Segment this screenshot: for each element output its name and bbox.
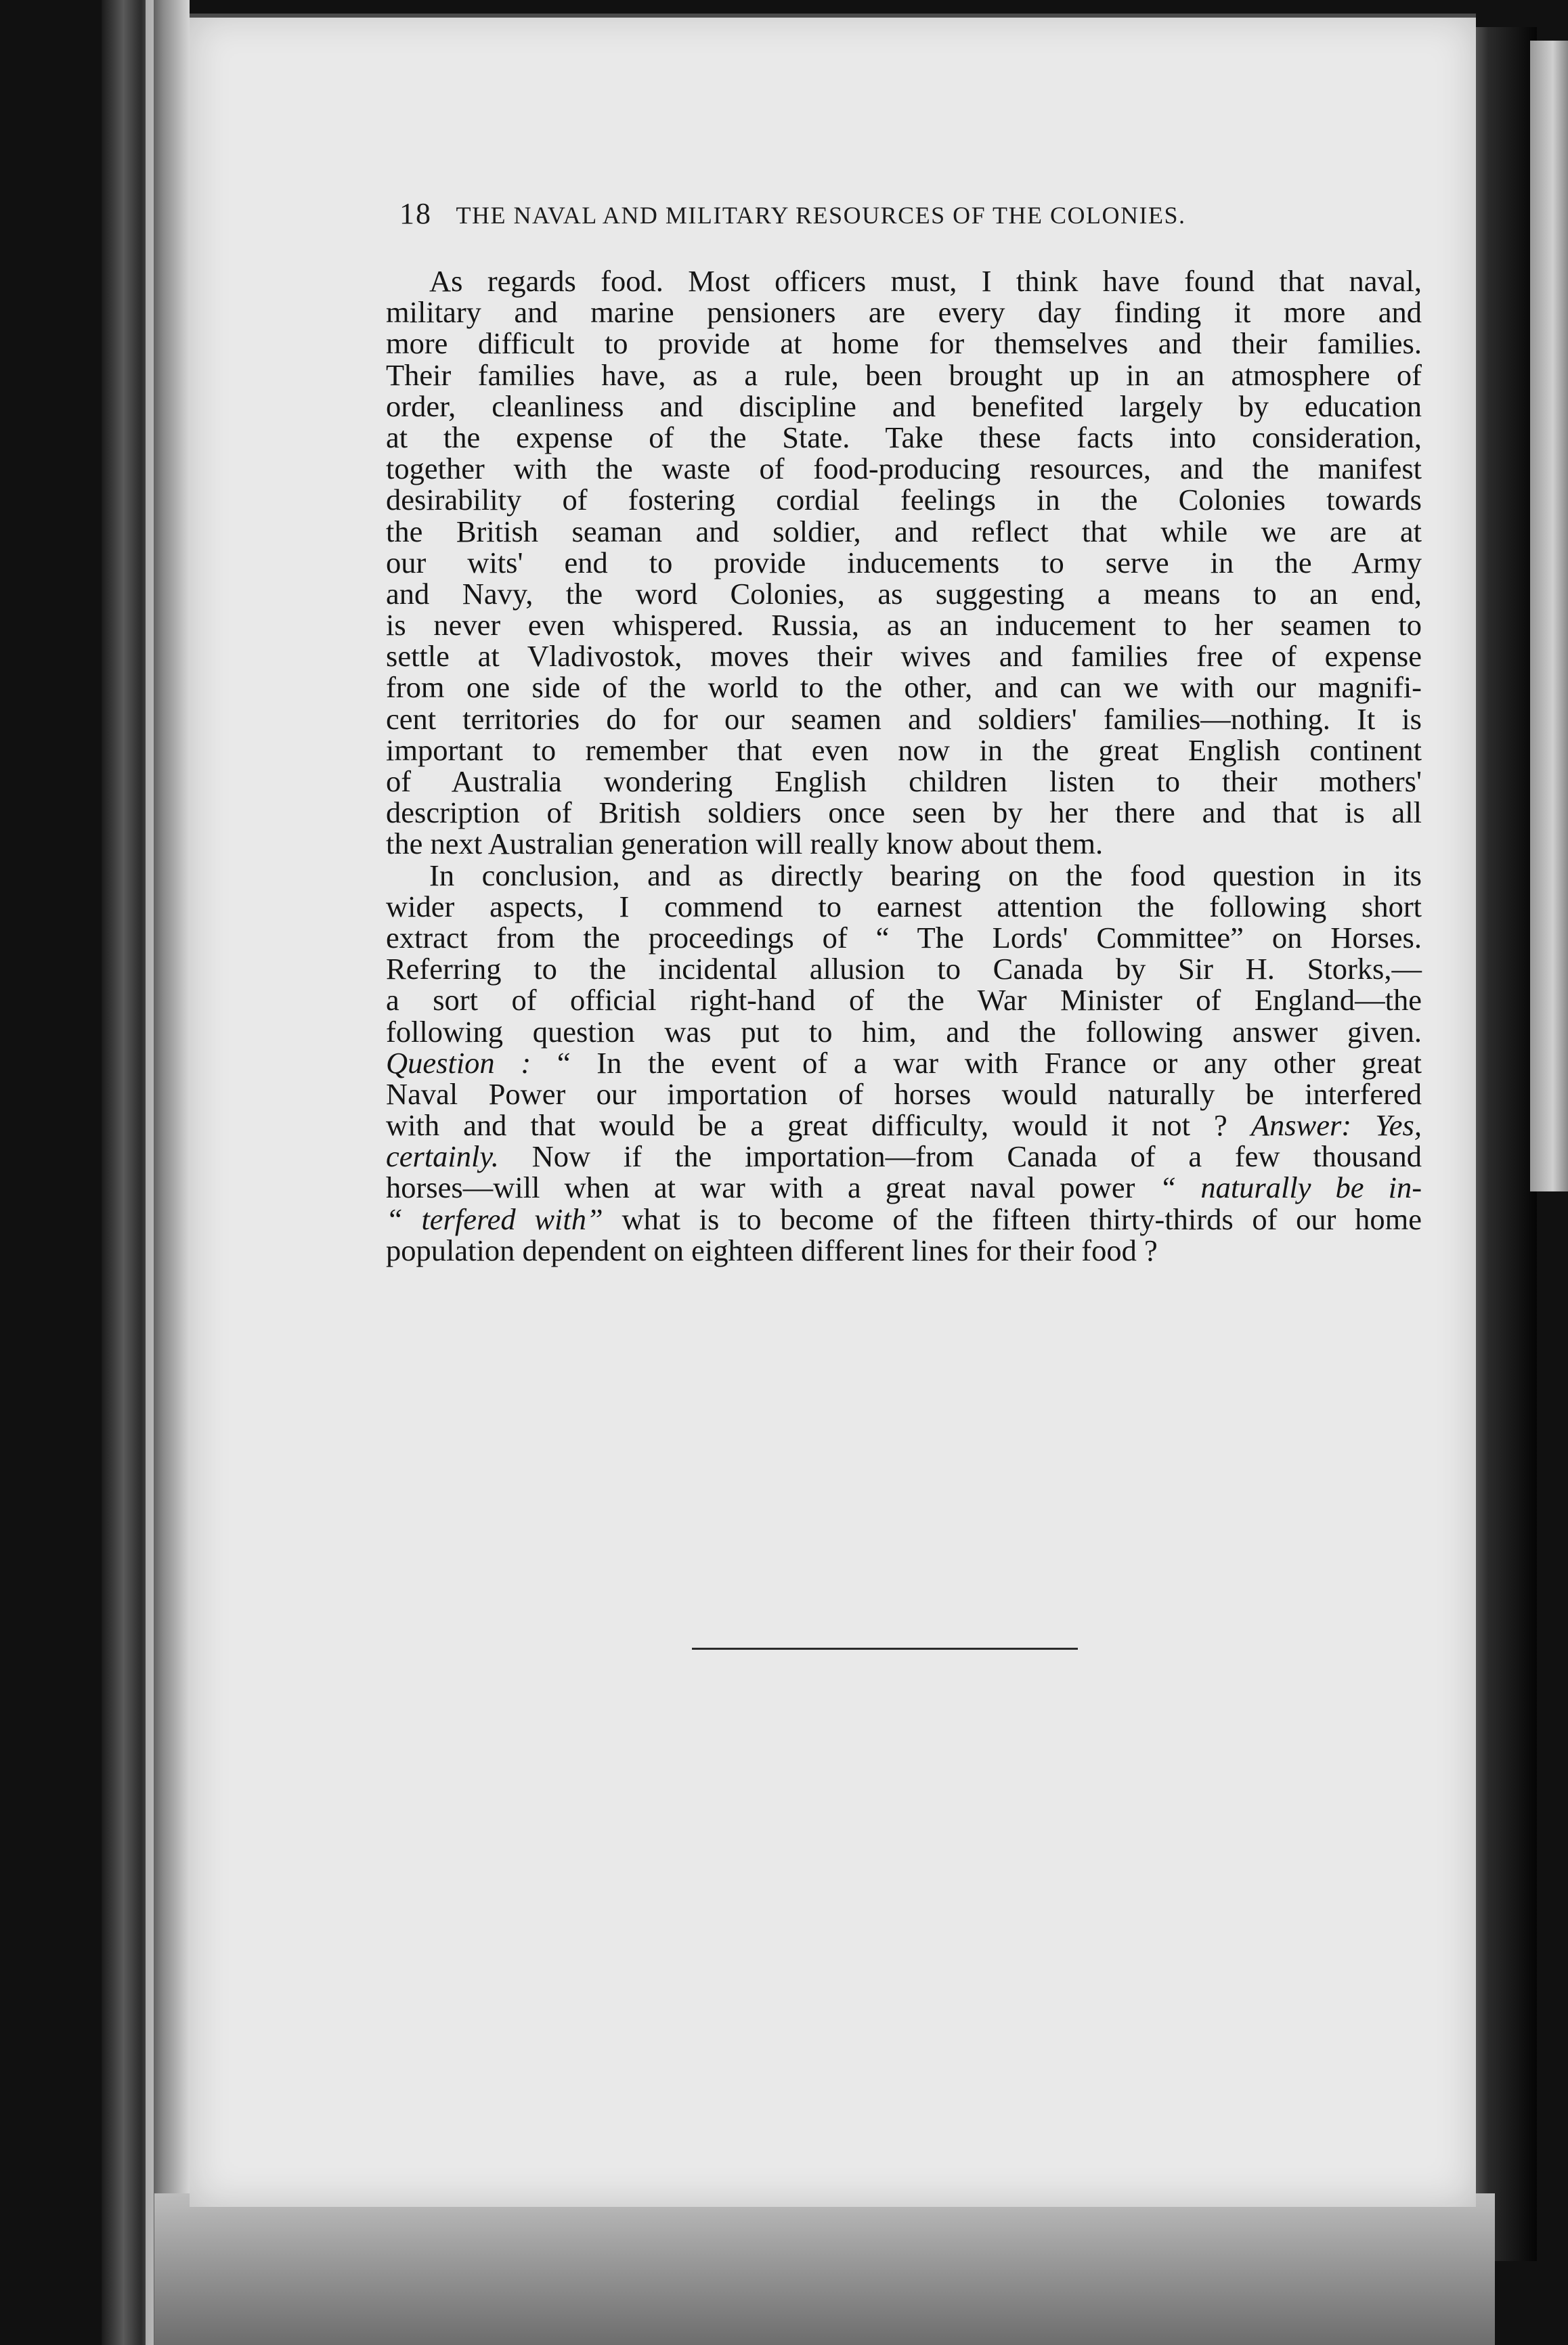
body-text	[386, 265, 1422, 1266]
left-page-edge-highlight	[146, 0, 154, 2345]
text-line	[386, 1110, 1422, 1141]
text-line: together with the waste of food-producing resources, and the manifest	[386, 452, 1422, 486]
running-title: THE NAVAL AND MILITARY RESOURCES OF THE COLONIES.	[456, 202, 1186, 229]
text-line: wider aspects, I commend to earnest attention the following short	[386, 889, 1422, 923]
text-line	[386, 1172, 1422, 1203]
text-line: Their families have, as a rule, been brought up in an atmosphere of	[386, 357, 1422, 392]
page-top-edge	[190, 14, 1476, 18]
italic-quote: “ terfered with”	[386, 1202, 603, 1236]
text-segment: Now if the importation—from Canada of a few thousand	[531, 1139, 1422, 1174]
text-segment: what is to become of the fifteen thirty-thirds of our home	[622, 1202, 1422, 1236]
text-line: a sort of official right-hand of the War Minister of England—the	[386, 983, 1422, 1017]
text-line: cent territories do for our seamen and soldiers' families—nothing. It is	[386, 701, 1422, 736]
text-line: the British seaman and soldier, and reflect that while we are at	[386, 514, 1422, 548]
italic-quote: “ naturally be in-	[1159, 1170, 1422, 1205]
text-line	[386, 1141, 1422, 1172]
text-line	[386, 1204, 1422, 1235]
text-line: settle at Vladivostok, moves their wives and families free of expense	[386, 639, 1422, 674]
text-line: Naval Power our importation of horses would naturally be interfered	[386, 1076, 1422, 1111]
answer-label: Answer: Yes,	[1250, 1108, 1422, 1143]
text-line: description of British soldiers once seen by her there and that is all	[386, 795, 1422, 830]
page-number: 18	[399, 197, 432, 230]
text-line	[386, 1047, 1422, 1078]
text-line: order, cleanliness and discipline and benefited largely by education	[386, 389, 1422, 423]
text-line: population dependent on eighteen different lines for their food ?	[386, 1233, 1158, 1267]
text-segment: horses—will when at war with a great naval power	[386, 1170, 1135, 1205]
text-segment: with and that would be a great difficulty, would it not ?	[386, 1108, 1227, 1143]
question-label: Question :	[386, 1045, 531, 1080]
text-line: more difficult to provide at home for themselves and their families.	[386, 326, 1422, 361]
answer-certainly: certainly.	[386, 1139, 499, 1174]
text-segment: “ In the event of a war with France or any other great	[557, 1045, 1422, 1080]
text-line: extract from the proceedings of “ The Lords' Committee” on Horses.	[386, 920, 1422, 955]
section-divider-rule	[692, 1648, 1078, 1650]
text-line: from one side of the world to the other, and can we with our magnifi-	[386, 670, 1422, 705]
text-line: the next Australian generation will really know about them.	[386, 827, 1104, 861]
text-line: As regards food. Most officers must, I think have found that naval,	[429, 264, 1422, 298]
text-line: and Navy, the word Colonies, as suggesting a means to an end,	[386, 576, 1422, 611]
text-line: following question was put to him, and the following answer given.	[386, 1014, 1422, 1049]
text-line: desirability of fostering cordial feelings in the Colonies towards	[386, 483, 1422, 517]
text-line: military and marine pensioners are every day finding it more and	[386, 295, 1422, 330]
right-facing-page-strip	[1530, 41, 1568, 1191]
lower-board	[154, 2193, 1495, 2345]
text-line: at the expense of the State. Take these facts into consideration,	[386, 420, 1422, 454]
page-header	[399, 196, 1381, 231]
text-line: Referring to the incidental allusion to Canada by Sir H. Storks,—	[386, 952, 1422, 986]
text-line: important to remember that even now in the great English continent	[386, 732, 1422, 767]
text-line: of Australia wondering English children listen to their mothers'	[386, 764, 1422, 798]
text-line: is never even whispered. Russia, as an inducement to her seamen to	[386, 608, 1422, 642]
text-line: our wits' end to provide inducements to serve in the Army	[386, 545, 1422, 579]
text-line: In conclusion, and as directly bearing on the food question in its	[429, 858, 1422, 892]
